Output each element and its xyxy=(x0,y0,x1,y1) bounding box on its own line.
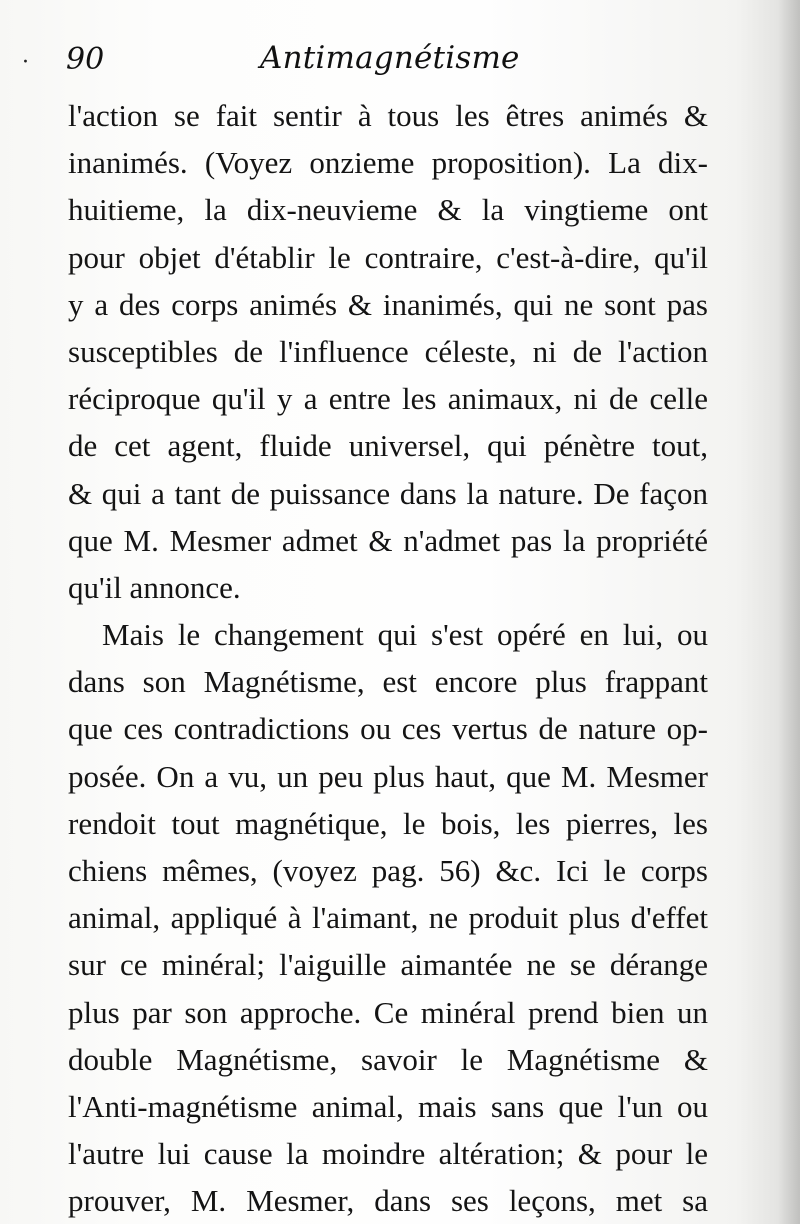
text-line: rendoit tout magnétique, le bois, les pierres, les xyxy=(68,805,708,841)
text-line: de cet agent, fluide universel, qui pénètre tout, xyxy=(68,428,708,464)
text-line: l'Anti-magnétisme animal, mais sans que l'un ou xyxy=(68,1088,708,1124)
body-text xyxy=(68,92,708,1224)
text-line: animal, appliqué à l'aimant, ne produit plus d'effet xyxy=(68,900,708,936)
text-line: l'action se fait sentir à tous les êtres animés & xyxy=(68,98,708,133)
text-line: inanimés. (Voyez onzieme proposition). La dix- xyxy=(68,145,708,181)
text-line: qu'il annonce. xyxy=(68,569,241,605)
text-line: que M. Mesmer admet & n'admet pas la propriété xyxy=(68,522,708,558)
text-line: pour objet d'établir le contraire, c'est-à-dire, qu'il xyxy=(68,239,708,275)
page-number: 90 xyxy=(66,42,105,77)
text-line: Mais le changement qui s'est opéré en lui, ou xyxy=(102,617,708,653)
text-line: huitieme, la dix-neuvieme & la vingtieme ont xyxy=(68,192,708,228)
text-line: que ces contradictions ou ces vertus de nature op- xyxy=(68,711,708,747)
text-line: chiens mêmes, (voyez pag. 56) &c. Ici le corps xyxy=(68,853,708,888)
margin-mark: · xyxy=(22,50,29,75)
text-line: susceptibles de l'influence céleste, ni de l'action xyxy=(68,333,708,369)
text-line: posée. On a vu, un peu plus haut, que M. Mesmer xyxy=(68,758,708,794)
text-line: l'autre lui cause la moindre altération; & pour le xyxy=(68,1136,708,1172)
text-line: plus par son approche. Ce minéral prend bien un xyxy=(68,994,708,1030)
text-line: sur ce minéral; l'aiguille aimantée ne se dérange xyxy=(68,947,708,983)
page-gutter-shadow xyxy=(778,0,800,1224)
text-line: prouver, M. Mesmer, dans ses leçons, met sa xyxy=(68,1183,708,1219)
running-title: Antimagnétisme xyxy=(260,40,520,76)
text-line: y a des corps animés & inanimés, qui ne sont pas xyxy=(68,286,708,322)
page-header xyxy=(66,38,756,88)
text-line: double Magnétisme, savoir le Magnétisme & xyxy=(68,1041,708,1077)
text-line: dans son Magnétisme, est encore plus frappant xyxy=(68,664,708,700)
text-line: & qui a tant de puissance dans la nature. De façon xyxy=(68,475,708,511)
text-line: réciproque qu'il y a entre les animaux, ni de celle xyxy=(68,381,708,417)
